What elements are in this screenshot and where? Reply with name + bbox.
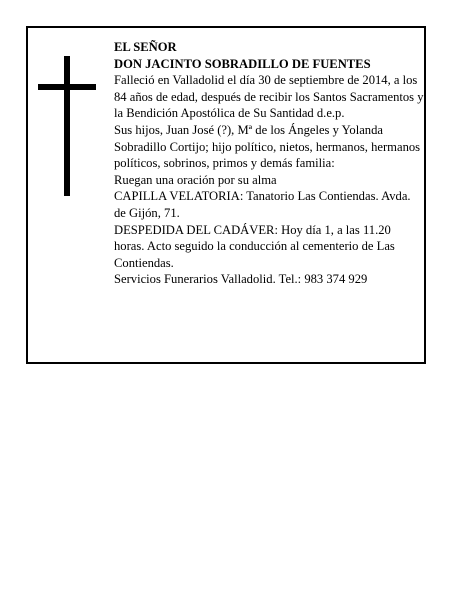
obituary-text: [114, 39, 424, 288]
deceased-name: DON JACINTO SOBRADILLO DE FUENTES: [114, 56, 371, 71]
prayer-request: Ruegan una oración por su alma: [114, 172, 277, 187]
death-announcement: Falleció en Valladolid el día 30 de septiembre de 2014, a los 84 años de edad, después de recibir los Santos Sacramentos y la Bendición Apostólica de Su Santidad d.e.p.: [114, 73, 424, 121]
deceased-honorific: EL SEÑOR: [114, 40, 177, 54]
family-mourners: Sus hijos, Juan José (?), Mª de los Ángeles y Yolanda Sobradillo Cortijo; hijo político, nietos, hermanos, hermanos políticos, sobrinos, primos y demás familia:: [114, 122, 421, 171]
funeral-procession-info: DESPEDIDA DEL CADÁVER: Hoy día 1, a las 11.20 horas. Acto seguido la conducción al cementerio de Las Contiendas.: [114, 222, 395, 270]
wake-chapel-info: CAPILLA VELATORIA: Tanatorio Las Contiendas. Avda. de Gijón, 71.: [114, 189, 411, 220]
cross-horizontal-bar: [38, 84, 96, 90]
cross-vertical-bar: [64, 56, 70, 196]
funeral-services-contact: Servicios Funerarios Valladolid. Tel.: 983 374 929: [114, 272, 368, 287]
